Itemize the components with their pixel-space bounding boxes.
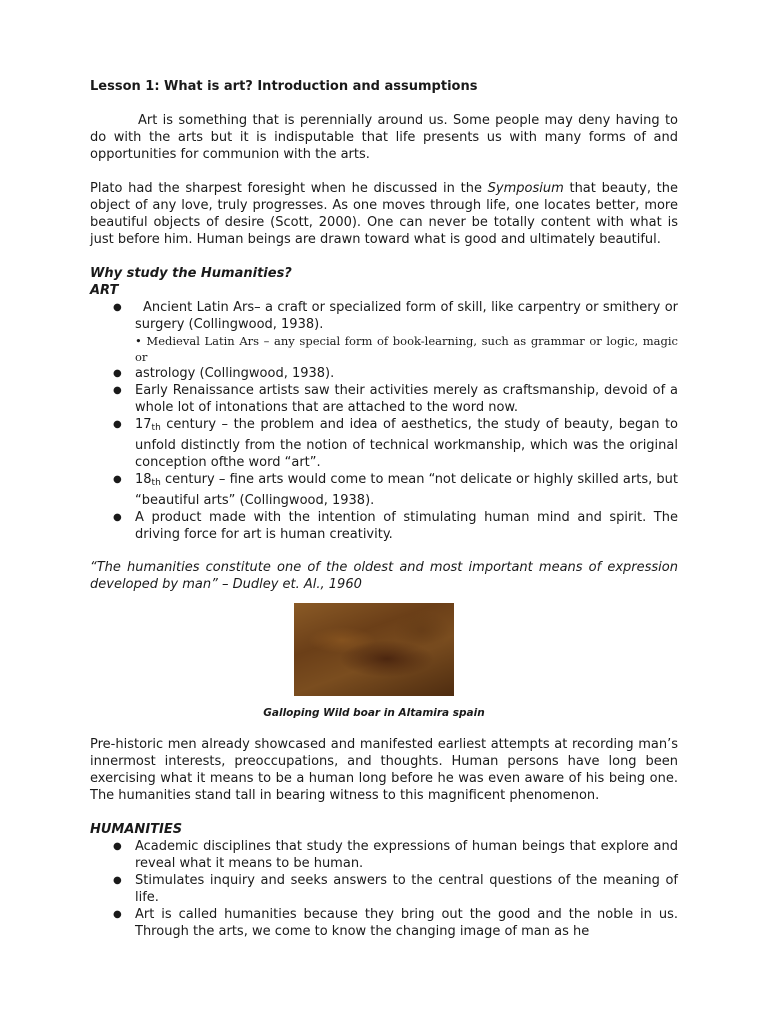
dudley-quote: “The humanities constitute one of the oldest and most important means of expression developed by man” – Dudley et. Al., 1960 [90,560,678,592]
lesson-title: Lesson 1: What is art? Introduction and assumptions [90,79,478,94]
figure-caption: Galloping Wild boar in Altamira spain [263,707,485,719]
cave-painting-image [294,603,454,696]
art-heading: ART [90,283,119,298]
art-list-item: ● A product made with the intention of stimulating human mind and spirit. The driving force for art is human creativity. [135,509,678,543]
plato-text-after: that beauty, the object of any love, truly progresses. As one moves through life, one locates better, more beautiful objects of desire (Scott, 2000). One can never be totally content with what is just before him. Human beings are drawn toward what is good and ultimately beautiful. [90,181,678,247]
art-list [90,299,678,543]
humanities-list-item: ● Art is called humanities because they bring out the good and the noble in us. Through the arts, we come to know the changing image of man as he [135,906,678,940]
humanities-list-item: ● Academic disciplines that study the expressions of human beings that explore and reveal what it means to be human. [135,838,678,872]
art-list-item: ● Ancient Latin Ars– a craft or specialized form of skill, like carpentry or smithery or surgery (Collingwood, 1938). [135,299,678,333]
prehistoric-paragraph: Pre-historic men already showcased and manifested earliest attempts at recording man’s innermost interests, preoccupations, and thoughts. Human persons have long been exercising what it means to be a human long before he was even aware of his being one. The humanities stand tall in bearing witness to this magnificent phenomenon. [90,737,678,803]
intro-paragraph: Art is something that is perennially around us. Some people may deny having to do with the arts but it is indisputable that life presents us with many forms of and opportunities for communion with the arts. [90,113,678,162]
art-list-item: • Medieval Latin Ars – any special form of book-learning, such as grammar or logic, magic or [135,334,678,364]
humanities-list [90,838,678,940]
plato-text-before: Plato had the sharpest foresight when he discussed in the [90,181,488,196]
humanities-heading: HUMANITIES [90,822,183,837]
humanities-list-item: ● Stimulates inquiry and seeks answers to the central questions of the meaning of life. [135,872,678,906]
art-list-item: ● astrology (Collingwood, 1938). [135,365,678,382]
figure [90,603,678,722]
symposium-title: Symposium [487,181,564,196]
art-list-item: ● $18_{th}$ century – fine arts would come to mean “not delicate or highly skilled arts, but “beautiful arts” (Collingwood, 1938). [135,471,678,509]
plato-paragraph [90,180,678,248]
why-study-heading: Why study the Humanities? [90,266,292,281]
art-list-item: ● $17_{th}$ century – the problem and idea of aesthetics, the study of beauty, began to unfold distinctly from the notion of technical workmanship, which was the original conception ofthe word “art”. [135,416,678,471]
art-list-item: ● Early Renaissance artists saw their activities merely as craftsmanship, devoid of a whole lot of intonations that are attached to the word now. [135,382,678,416]
